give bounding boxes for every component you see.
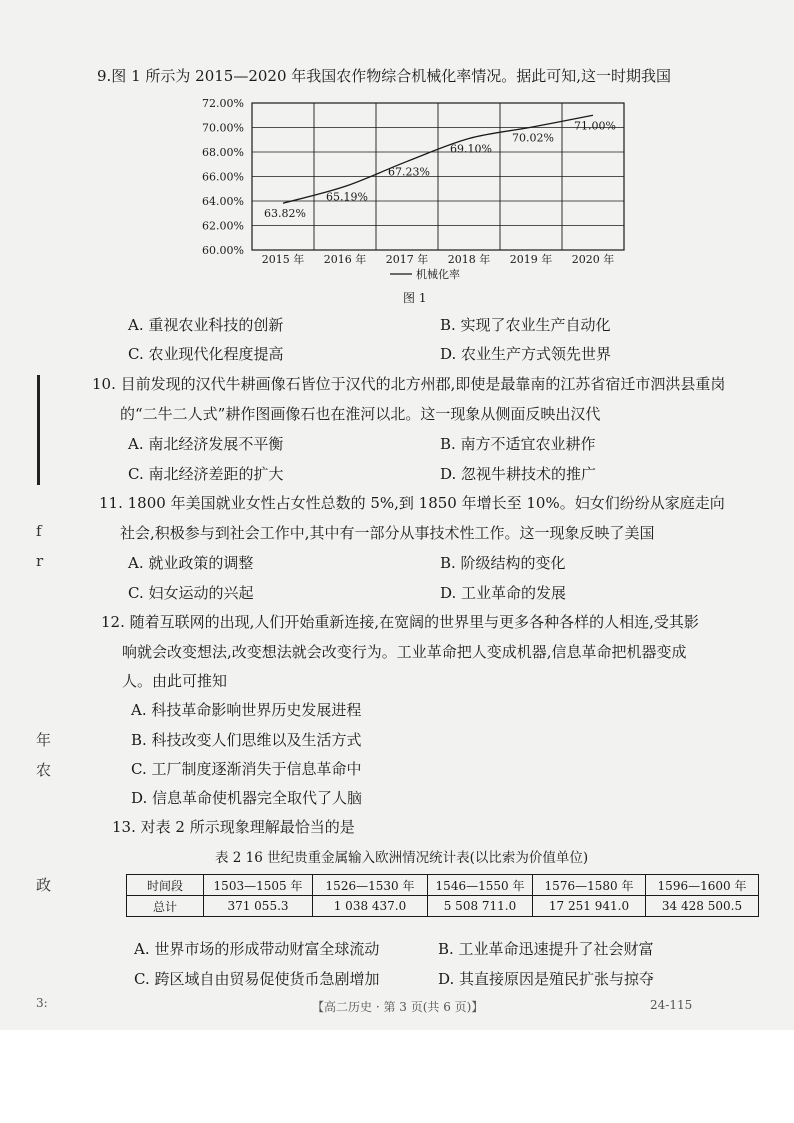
q12-option-a: A. 科技革命影响世界历史发展进程	[131, 701, 362, 719]
margin-char-3: 年	[36, 731, 52, 749]
x-tick-label: 2020 年	[571, 253, 615, 266]
question-9-stem: 9.图 1 所示为 2015—2020 年我国农作物综合机械化率情况。据此可知,这一时期我国	[97, 67, 672, 85]
data-label: 67.23%	[388, 165, 430, 179]
mechanization-rate-chart	[200, 95, 640, 280]
y-tick-label: 60.00%	[202, 244, 244, 257]
x-tick-label: 2015 年	[261, 253, 305, 266]
data-label: 63.82%	[264, 207, 306, 221]
figure-caption: 图 1	[403, 291, 427, 305]
table-cell-period: 1546—1550 年	[428, 875, 533, 896]
table-cell-period: 1503—1505 年	[204, 875, 313, 896]
x-tick-label: 2017 年	[385, 253, 429, 266]
q11-option-a: A. 就业政策的调整	[128, 554, 254, 572]
q10-option-c: C. 南北经济差距的扩大	[128, 465, 284, 483]
question-11-line-1: 11. 1800 年美国就业女性占女性总数的 5%,到 1850 年增长至 10%。妇女们纷纷从家庭走向	[99, 494, 725, 512]
question-10-line-2: 的“二牛二人式”耕作图画像石也在淮河以北。这一现象从侧面反映出汉代	[120, 405, 601, 423]
data-label: 65.19%	[326, 190, 368, 204]
q13-option-a: A. 世界市场的形成带动财富全球流动	[134, 940, 380, 958]
q13-option-d: D. 其直接原因是殖民扩张与掠夺	[438, 970, 655, 988]
y-tick-label: 62.00%	[202, 219, 244, 233]
table-cell-total: 1 038 437.0	[313, 896, 428, 917]
y-tick-label: 70.00%	[202, 121, 244, 135]
question-10-line-1: 10. 目前发现的汉代牛耕画像石皆位于汉代的北方州郡,即使是最靠南的江苏省宿迁市泗洪县重岗	[92, 375, 726, 393]
question-12-line-3: 人。由此可推知	[122, 672, 228, 690]
margin-bottom-mark: 3:	[36, 996, 48, 1010]
table-cell-total: 371 055.3	[204, 896, 313, 917]
margin-char-5: 政	[36, 876, 52, 894]
table-row	[127, 875, 759, 896]
q10-option-a: A. 南北经济发展不平衡	[128, 435, 284, 453]
page-code: 24-115	[650, 998, 693, 1012]
legend-label: 机械化率	[416, 268, 460, 280]
margin-char-4: 农	[36, 761, 52, 779]
q11-option-b: B. 阶级结构的变化	[440, 554, 566, 572]
q13-option-c: C. 跨区域自由贸易促使货币急剧增加	[134, 970, 380, 988]
q9-option-b: B. 实现了农业生产自动化	[440, 316, 611, 334]
table-2-title: 表 2 16 世纪贵重金属输入欧洲情况统计表(以比索为价值单位)	[215, 850, 589, 866]
q9-option-c: C. 农业现代化程度提高	[128, 345, 284, 363]
question-12-line-2: 响就会改变想法,改变想法就会改变行为。工业革命把人变成机器,信息革命把机器变成	[122, 643, 687, 661]
q12-option-d: D. 信息革命使机器完全取代了人脑	[131, 789, 363, 807]
table-cell-total: 34 428 500.5	[646, 896, 759, 917]
page-footer: 【高二历史 · 第 3 页(共 6 页)】	[312, 1000, 484, 1014]
q13-option-b: B. 工业革命迅速提升了社会财富	[438, 940, 654, 958]
q9-option-a: A. 重视农业科技的创新	[128, 316, 284, 334]
table-cell-total: 5 508 711.0	[428, 896, 533, 917]
q9-option-d: D. 农业生产方式领先世界	[440, 345, 612, 363]
chart-legend	[390, 267, 460, 280]
table-cell-period: 1596—1600 年	[646, 875, 759, 896]
table-row-header: 时间段	[127, 875, 204, 896]
q10-option-d: D. 忽视牛耕技术的推广	[440, 465, 597, 483]
data-label: 69.10%	[450, 142, 492, 156]
question-12-line-1: 12. 随着互联网的出现,人们开始重新连接,在宽阔的世界里与更多各种各样的人相连,受其影	[101, 613, 699, 631]
y-tick-label: 64.00%	[202, 195, 244, 208]
table-cell-total: 17 251 941.0	[533, 896, 646, 917]
q10-option-b: B. 南方不适宜农业耕作	[440, 435, 596, 453]
table-row-header: 总计	[127, 896, 204, 917]
margin-binding-line	[37, 375, 40, 485]
margin-char-1: f	[36, 522, 42, 540]
data-label: 70.02%	[512, 131, 554, 145]
margin-char-2: r	[36, 552, 44, 570]
q12-option-b: B. 科技改变人们思维以及生活方式	[131, 731, 362, 749]
x-tick-label: 2016 年	[323, 253, 367, 266]
question-11-line-2: 社会,积极参与到社会工作中,其中有一部分从事技术性工作。这一现象反映了美国	[120, 524, 655, 542]
question-13-stem: 13. 对表 2 所示现象理解最恰当的是	[112, 818, 355, 836]
y-tick-label: 68.00%	[202, 146, 244, 159]
precious-metal-table	[126, 874, 759, 917]
table-cell-period: 1526—1530 年	[313, 875, 428, 896]
table-row	[127, 896, 759, 917]
x-tick-label: 2019 年	[509, 253, 553, 266]
y-tick-label: 66.00%	[202, 170, 244, 184]
table-cell-period: 1576—1580 年	[533, 875, 646, 896]
q11-option-d: D. 工业革命的发展	[440, 584, 567, 602]
data-label: 71.00%	[574, 119, 616, 133]
x-tick-label: 2018 年	[447, 253, 491, 266]
q12-option-c: C. 工厂制度逐渐消失于信息革命中	[131, 760, 362, 778]
y-tick-label: 72.00%	[202, 97, 244, 110]
q11-option-c: C. 妇女运动的兴起	[128, 584, 254, 602]
